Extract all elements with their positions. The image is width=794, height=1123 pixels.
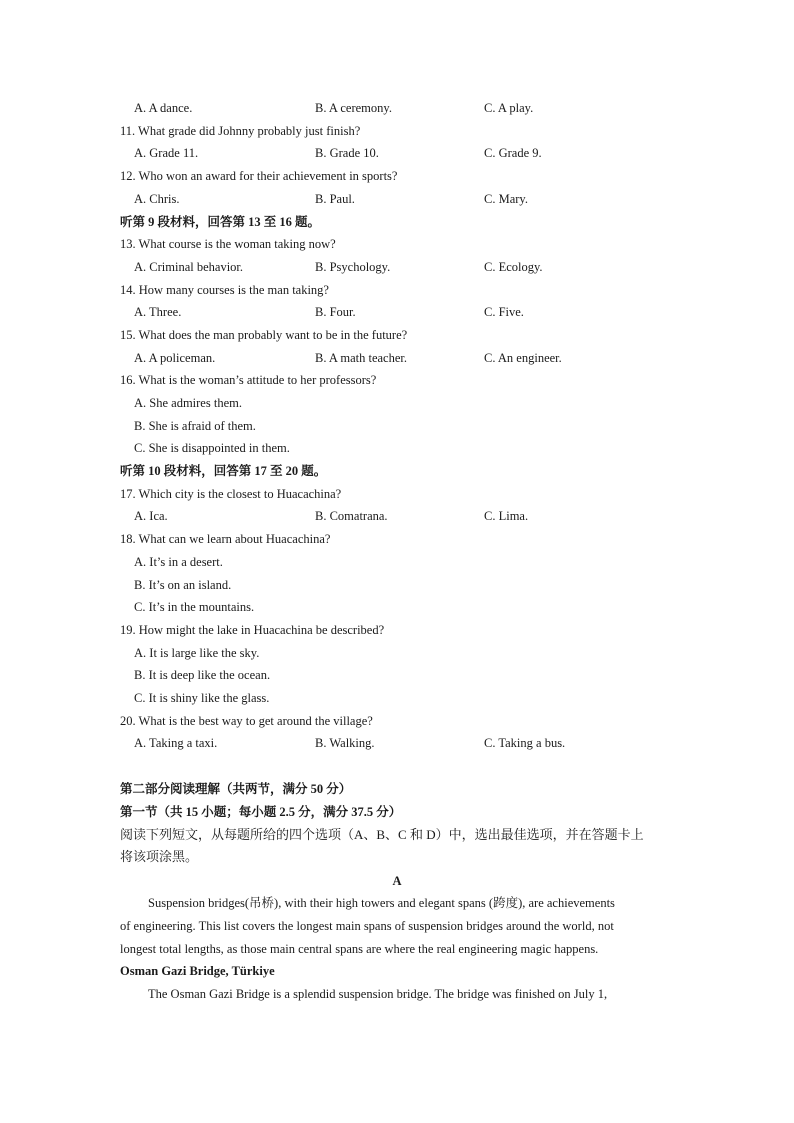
- q12-question: 12. Who won an award for their achievement in sports?: [120, 169, 398, 183]
- passage-line-2: of engineering. This list covers the longest main spans of suspension bridges around the world, not: [120, 919, 614, 933]
- q10-option-c: C. A play.: [484, 101, 534, 115]
- instructions-line-2: 将该项涂黑。: [120, 849, 199, 864]
- q17-question: 17. Which city is the closest to Huacachina?: [120, 487, 342, 501]
- q17-option-c: C. Lima.: [484, 509, 529, 523]
- q20-option-a: A. Taking a taxi.: [134, 736, 218, 750]
- q12-option-b: B. Paul.: [315, 192, 355, 206]
- q16-question: 16. What is the woman’s attitude to her professors?: [120, 373, 377, 387]
- instructions-line-1: 阅读下列短文，从每题所给的四个选项（A、B、C 和 D）中，选出最佳选项，并在答题卡上: [120, 827, 644, 842]
- q14-question: 14. How many courses is the man taking?: [120, 283, 329, 297]
- q18-question: 18. What can we learn about Huacachina?: [120, 532, 331, 546]
- q11-question: 11. What grade did Johnny probably just finish?: [120, 124, 361, 138]
- q19-question: 19. How might the lake in Huacachina be described?: [120, 623, 385, 637]
- q15-option-a: A. A policeman.: [134, 351, 216, 365]
- q16-option-c: C. She is disappointed in them.: [134, 441, 290, 455]
- section-1-title: 第一节（共 15 小题；每小题 2.5 分，满分 37.5 分）: [120, 805, 402, 819]
- q13-question: 13. What course is the woman taking now?: [120, 237, 336, 251]
- q19-option-c: C. It is shiny like the glass.: [134, 691, 270, 705]
- q18-option-b: B. It’s on an island.: [134, 578, 232, 592]
- q13-option-c: C. Ecology.: [484, 260, 543, 274]
- q14-option-a: A. Three.: [134, 305, 182, 319]
- q17-option-b: B. Comatrana.: [315, 509, 388, 523]
- q15-option-b: B. A math teacher.: [315, 351, 407, 365]
- q19-option-b: B. It is deep like the ocean.: [134, 668, 271, 682]
- q12-option-c: C. Mary.: [484, 192, 528, 206]
- section-10-heading: 听第 10 段材料，回答第 17 至 20 题。: [120, 464, 327, 478]
- q18-option-c: C. It’s in the mountains.: [134, 600, 255, 614]
- q14-option-b: B. Four.: [315, 305, 356, 319]
- q12-option-a: A. Chris.: [134, 192, 180, 206]
- q18-option-a: A. It’s in a desert.: [134, 555, 223, 569]
- part-2-title: 第二部分阅读理解（共两节，满分 50 分）: [120, 782, 352, 796]
- passage-line-1: Suspension bridges(吊桥), with their high towers and elegant spans (跨度), are achievements: [148, 896, 615, 910]
- q20-option-c: C. Taking a bus.: [484, 736, 566, 750]
- q15-question: 15. What does the man probably want to be in the future?: [120, 328, 408, 342]
- q10-option-a: A. A dance.: [134, 101, 193, 115]
- q20-option-b: B. Walking.: [315, 736, 375, 750]
- q13-option-b: B. Psychology.: [315, 260, 391, 274]
- passage-line-3: longest total lengths, as those main central spans are where the real engineering magic happens.: [120, 942, 599, 956]
- q11-option-b: B. Grade 10.: [315, 146, 379, 160]
- passage-subheading: Osman Gazi Bridge, Türkiye: [120, 964, 275, 978]
- q16-option-a: A. She admires them.: [134, 396, 242, 410]
- q14-option-c: C. Five.: [484, 305, 524, 319]
- passage-letter: A: [392, 874, 402, 888]
- q11-option-c: C. Grade 9.: [484, 146, 542, 160]
- q10-option-b: B. A ceremony.: [315, 101, 392, 115]
- q11-option-a: A. Grade 11.: [134, 146, 199, 160]
- q19-option-a: A. It is large like the sky.: [134, 646, 260, 660]
- q15-option-c: C. An engineer.: [484, 351, 562, 365]
- passage-body-line: The Osman Gazi Bridge is a splendid suspension bridge. The bridge was finished on July 1,: [148, 987, 608, 1001]
- q20-question: 20. What is the best way to get around the village?: [120, 714, 373, 728]
- section-9-heading: 听第 9 段材料，回答第 13 至 16 题。: [120, 215, 321, 229]
- q17-option-a: A. Ica.: [134, 509, 168, 523]
- q16-option-b: B. She is afraid of them.: [134, 419, 256, 433]
- q13-option-a: A. Criminal behavior.: [134, 260, 244, 274]
